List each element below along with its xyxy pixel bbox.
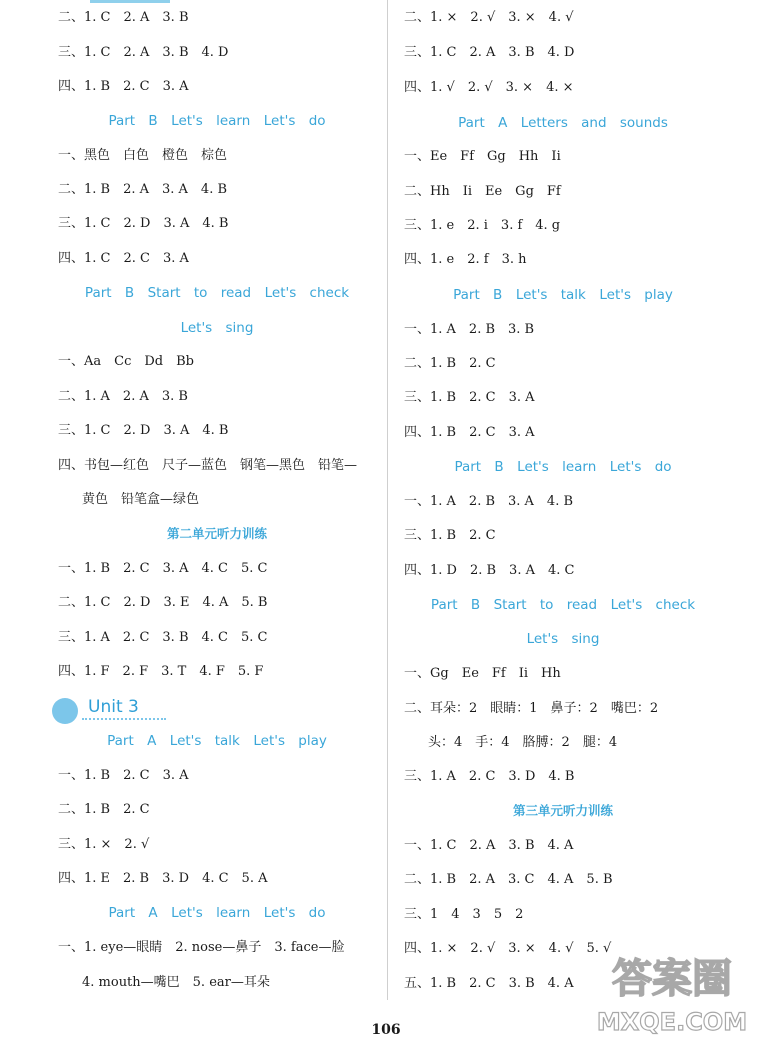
answer-line: 四、1. e 2. f 3. h [404,252,527,267]
unit-dotted-underline [82,718,166,720]
answer-line: 一、Aa Cc Dd Bb [58,354,194,369]
answer-line: 三、1. C 2. D 3. A 4. B [58,216,229,231]
unit-circle-icon [52,698,78,724]
answer-line: 四、1. × 2. √ 3. × 4. √ 5. √ [404,941,612,956]
answer-line: 一、1. C 2. A 3. B 4. A [404,838,574,853]
answer-line: 四、书包—红色 尺子—蓝色 钢笔—黑色 铅笔— [58,458,358,473]
answer-line: 三、1. B 2. C [404,528,496,543]
section-heading: 第三单元听力训练 [512,803,613,818]
page-number: 106 [371,1022,401,1038]
answer-line-continued: 4. mouth—嘴巴 5. ear—耳朵 [82,975,270,990]
answer-line: 三、1. A 2. C 3. B 4. C 5. C [58,630,268,645]
answer-line: 四、1. E 2. B 3. D 4. C 5. A [58,871,268,886]
answer-line: 二、1. B 2. C [58,802,150,817]
answer-line: 二、1. C 2. D 3. E 4. A 5. B [58,595,268,610]
section-heading: 第二单元听力训练 [166,526,267,541]
section-heading: Let's sing [526,631,600,647]
answer-line: 三、1. C 2. A 3. B 4. D [404,45,575,60]
answer-line: 四、1. √ 2. √ 3. × 4. × [404,80,574,95]
answer-line: 四、1. C 2. C 3. A [58,251,189,266]
section-heading: Part B Let's learn Let's do [454,459,672,475]
unit-title: Unit 3 [88,697,139,717]
answer-line: 三、1. B 2. C 3. A [404,390,535,405]
answer-line: 三、1. × 2. √ [58,837,150,852]
section-heading: Part B Let's learn Let's do [108,113,326,129]
watermark-cn-text: 答案圈 [612,956,732,1002]
answer-line: 一、Ee Ff Gg Hh Ii [404,149,561,164]
answer-line: 二、1. B 2. A 3. C 4. A 5. B [404,872,613,887]
answer-line: 五、1. B 2. C 3. B 4. A [404,976,574,991]
top-accent-bar [90,0,170,3]
section-heading: Part A Let's talk Let's play [107,733,327,749]
answer-line: 四、1. B 2. C 3. A [404,425,535,440]
answer-line: 三、1. C 2. D 3. A 4. B [58,423,229,438]
answer-line: 一、1. B 2. C 3. A [58,768,189,783]
answer-line: 四、1. B 2. C 3. A [58,79,189,94]
answer-line: 一、Gg Ee Ff Ii Hh [404,666,561,681]
answer-line: 四、1. D 2. B 3. A 4. C [404,563,575,578]
answer-line: 二、耳朵：2 眼睛：1 鼻子：2 嘴巴：2 [404,701,659,716]
watermark-url-text: MXQE.COM [596,1008,748,1036]
answer-line-continued: 头：4 手：4 胳膊：2 腿：4 [428,735,618,750]
answer-line: 一、1. eye—眼睛 2. nose—鼻子 3. face—脸 [58,940,345,955]
answer-line: 二、1. C 2. A 3. B [58,10,189,25]
section-heading: Part B Start to read Let's check [84,285,350,301]
answer-line: 三、1. e 2. i 3. f 4. g [404,218,561,233]
answer-line: 一、1. A 2. B 3. B [404,322,535,337]
answer-line: 二、1. B 2. A 3. A 4. B [58,182,228,197]
answer-line-continued: 黄色 铅笔盒—绿色 [82,492,200,507]
answer-line: 二、1. B 2. C [404,356,496,371]
unit-header [52,694,182,724]
section-heading: Part A Letters and sounds [458,115,668,131]
section-heading: Part B Let's talk Let's play [453,287,673,303]
answer-line: 三、1. A 2. C 3. D 4. B [404,769,575,784]
answer-line: 二、Hh Ii Ee Gg Ff [404,184,561,199]
answer-line: 一、1. A 2. B 3. A 4. B [404,494,574,509]
section-heading: Let's sing [180,320,254,336]
answer-line: 二、1. × 2. √ 3. × 4. √ [404,10,574,25]
answer-line: 一、黑色 白色 橙色 棕色 [58,148,228,163]
section-heading: Part A Let's learn Let's do [108,905,326,921]
column-divider [387,0,388,1000]
answer-line: 一、1. B 2. C 3. A 4. C 5. C [58,561,268,576]
answer-line: 三、1 4 3 5 2 [404,907,524,922]
answer-line: 四、1. F 2. F 3. T 4. F 5. F [58,664,264,679]
section-heading: Part B Start to read Let's check [430,597,696,613]
answer-line: 二、1. A 2. A 3. B [58,389,188,404]
answer-line: 三、1. C 2. A 3. B 4. D [58,45,229,60]
